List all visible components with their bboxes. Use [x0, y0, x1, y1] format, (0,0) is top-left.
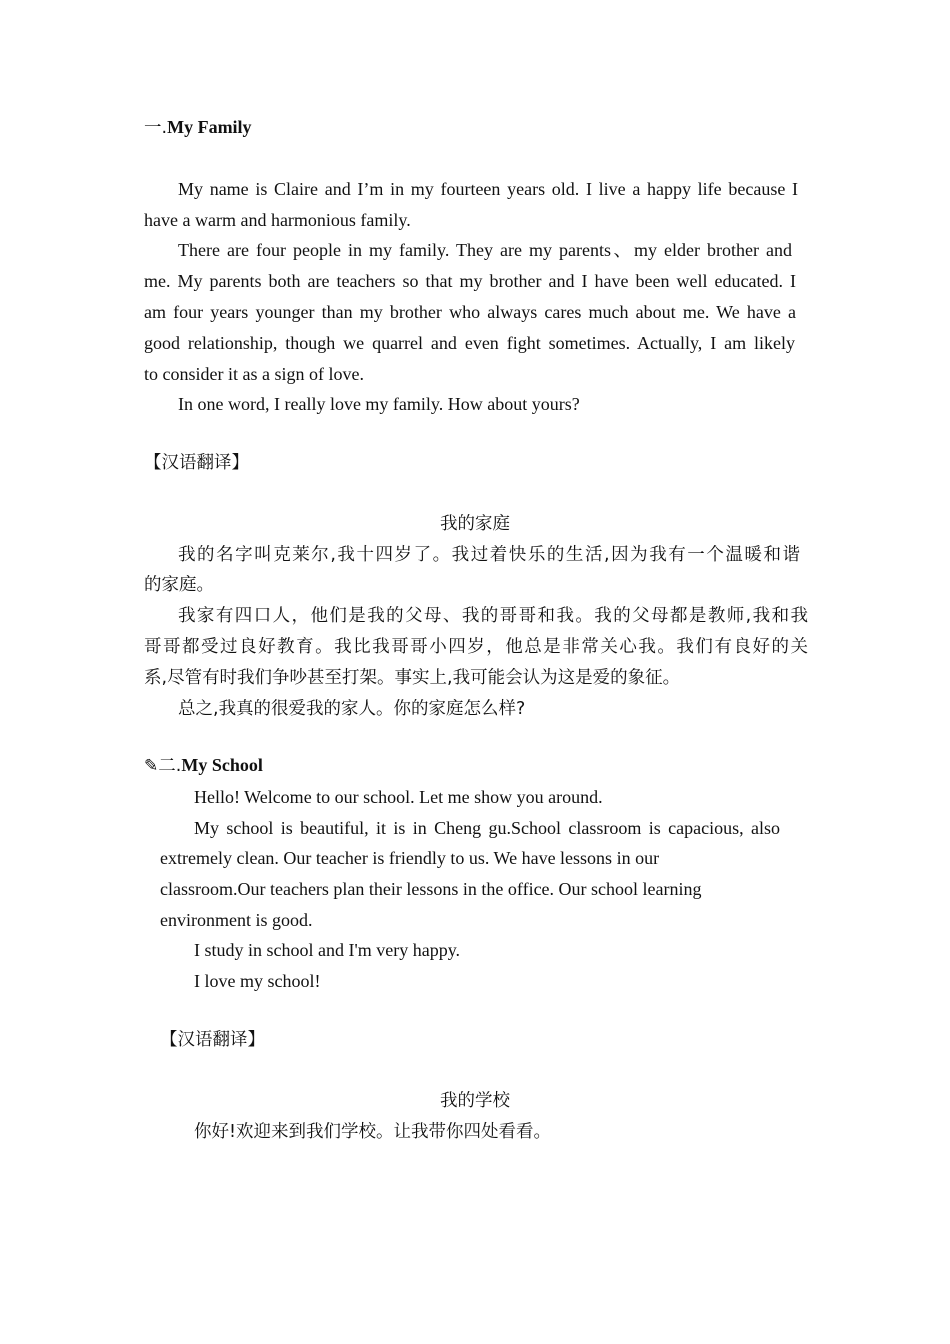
paragraph-line: have a warm and harmonious family.	[144, 210, 411, 230]
paragraph-line: There are four people in my family. They are my parents、my elder brother and	[178, 240, 792, 260]
translation-label: 【汉语翻译】	[144, 453, 249, 473]
paragraph-line: In one word, I really love my family. How about yours?	[178, 394, 580, 414]
section-title: My Family	[167, 117, 252, 137]
paragraph-line: extremely clean. Our teacher is friendly to us. We have lessons in our	[160, 848, 660, 868]
paragraph-line: me. My parents both are teachers so that my brother and I have been well educated. I	[144, 271, 796, 291]
paragraph-line: My school is beautiful, it is in Cheng gu.School classroom is capacious, also	[194, 818, 780, 838]
paragraph-line: I love my school!	[194, 971, 321, 991]
translation-line: 你好!欢迎来到我们学校。让我带你四处看看。	[194, 1122, 552, 1142]
paragraph-line: I study in school and I'm very happy.	[194, 940, 461, 960]
translation-line: 哥哥都受过良好教育。我比我哥哥小四岁，他总是非常关心我。我们有良好的关	[144, 637, 808, 657]
translation-label: 【汉语翻译】	[160, 1030, 265, 1050]
paragraph-line: good relationship, though we quarrel and even fight sometimes. Actually, I am likely	[144, 333, 795, 353]
paragraph-line: Hello! Welcome to our school. Let me show you around.	[194, 787, 603, 807]
paragraph-line: environment is good.	[160, 910, 313, 930]
section-heading-my-family	[144, 115, 252, 140]
translation-line: 我的名字叫克莱尔,我十四岁了。我过着快乐的生活,因为我有一个温暖和谐	[178, 545, 800, 565]
paragraph-line: classroom.Our teachers plan their lessons in the office. Our school learning	[160, 879, 702, 899]
section-number: 二.	[158, 756, 182, 776]
paragraph-line: My name is Claire and I’m in my fourteen years old. I live a happy life because I	[178, 179, 798, 199]
translation-line: 系,尽管有时我们争吵甚至打架。事实上,我可能会认为这是爱的象征。	[144, 668, 681, 688]
translation-line: 的家庭。	[144, 575, 214, 595]
translation-title: 我的学校	[440, 1091, 510, 1111]
section-number: 一.	[144, 118, 168, 138]
paragraph-line: am four years younger than my brother who always cares much about me. We have a	[144, 302, 796, 322]
section-title: My School	[181, 755, 263, 775]
paragraph-line: to consider it as a sign of love.	[144, 364, 364, 384]
translation-title: 我的家庭	[440, 514, 510, 534]
translation-line: 我家有四口人，他们是我的父母、我的哥哥和我。我的父母都是教师,我和我	[178, 606, 808, 626]
section-heading-my-school	[144, 753, 263, 778]
pencil-icon: ✎	[144, 756, 159, 776]
translation-line: 总之,我真的很爱我的家人。你的家庭怎么样?	[178, 699, 526, 719]
